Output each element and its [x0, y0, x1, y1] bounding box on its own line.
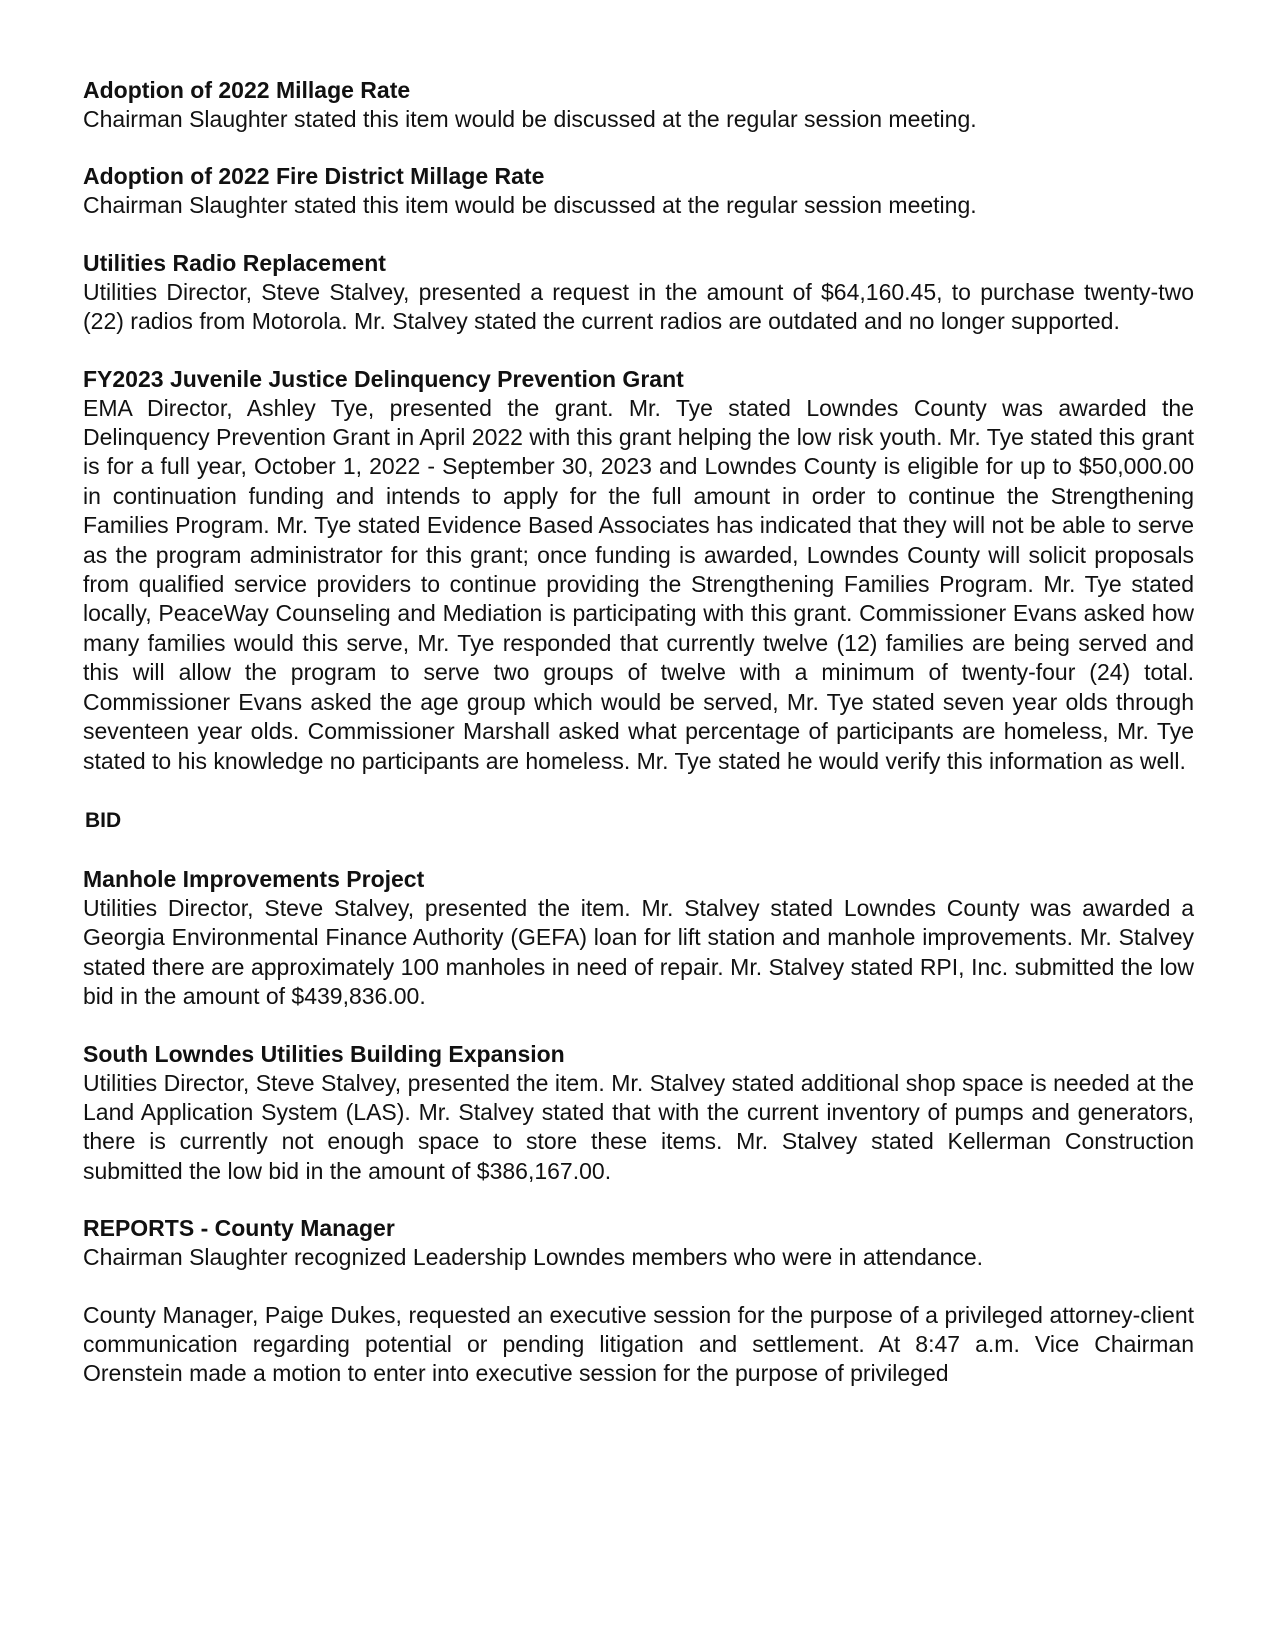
section-fire-district-millage-rate: [83, 162, 1194, 220]
section-paragraph: County Manager, Paige Dukes, requested an executive session for the purpose of a privileged attorney-client communication regarding potential or pending litigation and settlement. At 8:47 a.m. Vice Chairman Orenstein made a motion to enter into executive session for the purpose of privileged: [83, 1301, 1194, 1387]
section-heading: Utilities Radio Replacement: [83, 249, 386, 276]
section-paragraph: Chairman Slaughter stated this item would be discussed at the regular session meeting.: [83, 192, 977, 219]
section-heading: Manhole Improvements Project: [83, 865, 425, 892]
section-utilities-radio-replacement: [83, 249, 1194, 337]
section-manhole-improvements: [83, 865, 1194, 1012]
section-paragraph: EMA Director, Ashley Tye, presented the grant. Mr. Tye stated Lowndes County was awarded the Delinquency Prevention Grant in April 2022 with this grant helping the low risk youth. Mr. Tye stated this grant is for a full year, October 1, 2022 - September 30, 2023 and Lowndes County is eligible for up to $50,000.00 in continuation funding and intends to apply for the full amount in order to continue the Strengthening Families Program. Mr. Tye stated Evidence Based Associates has indicated that they will not be able to serve as the program administrator for this grant; once funding is awarded, Lowndes County will solicit proposals from qualified service providers to continue providing the Strengthening Families Program. Mr. Tye stated locally, PeaceWay Counseling and Mediation is participating with this grant. Commissioner Evans asked how many families would this serve, Mr. Tye responded that currently twelve (12) families are being served and this will allow the program to serve two groups of twelve with a minimum of twenty-four (24) total. Commissioner Evans asked the age group which would be served, Mr. Tye stated seven year olds through seventeen year olds. Commissioner Marshall asked what percentage of participants are homeless, Mr. Tye stated to his knowledge no participants are homeless. Mr. Tye stated he would verify this information as well.: [83, 394, 1194, 774]
section-heading: South Lowndes Utilities Building Expansion: [83, 1040, 565, 1067]
bid-label: BID: [85, 808, 122, 832]
section-paragraph: Chairman Slaughter stated this item would be discussed at the regular session meeting.: [83, 106, 977, 132]
section-heading: REPORTS - County Manager: [83, 1215, 395, 1242]
section-paragraph: Utilities Director, Steve Stalvey, presented the item. Mr. Stalvey stated Lowndes County was awarded a Georgia Environmental Finance Authority (GEFA) loan for lift station and manhole improvements. Mr. Stalvey stated there are approximately 100 manholes in need of repair. Mr. Stalvey stated RPI, Inc. submitted the low bid in the amount of $439,836.00.: [83, 894, 1194, 1010]
section-paragraph: Utilities Director, Steve Stalvey, presented a request in the amount of $64,160.45, to purchase twenty-two (22) radios from Motorola. Mr. Stalvey stated the current radios are outdated and no longer supported.: [83, 278, 1194, 335]
section-heading: Adoption of 2022 Fire District Millage Rate: [83, 163, 545, 190]
section-millage-rate: [83, 76, 1194, 134]
section-reports-county-manager: [83, 1214, 1194, 1389]
section-south-lowndes-building-expansion: [83, 1040, 1194, 1187]
section-paragraph: Chairman Slaughter recognized Leadership Lowndes members who were in attendance.: [83, 1244, 984, 1271]
section-heading: FY2023 Juvenile Justice Delinquency Prevention Grant: [83, 365, 684, 392]
section-juvenile-justice-grant: [83, 365, 1194, 776]
section-heading: Adoption of 2022 Millage Rate: [83, 77, 411, 103]
document-page: [83, 76, 1194, 1389]
section-paragraph: Utilities Director, Steve Stalvey, presented the item. Mr. Stalvey stated additional shop space is needed at the Land Application System (LAS). Mr. Stalvey stated that with the current inventory of pumps and generators, there is currently not enough space to store these items. Mr. Stalvey stated Kellerman Construction submitted the low bid in the amount of $386,167.00.: [83, 1069, 1194, 1184]
